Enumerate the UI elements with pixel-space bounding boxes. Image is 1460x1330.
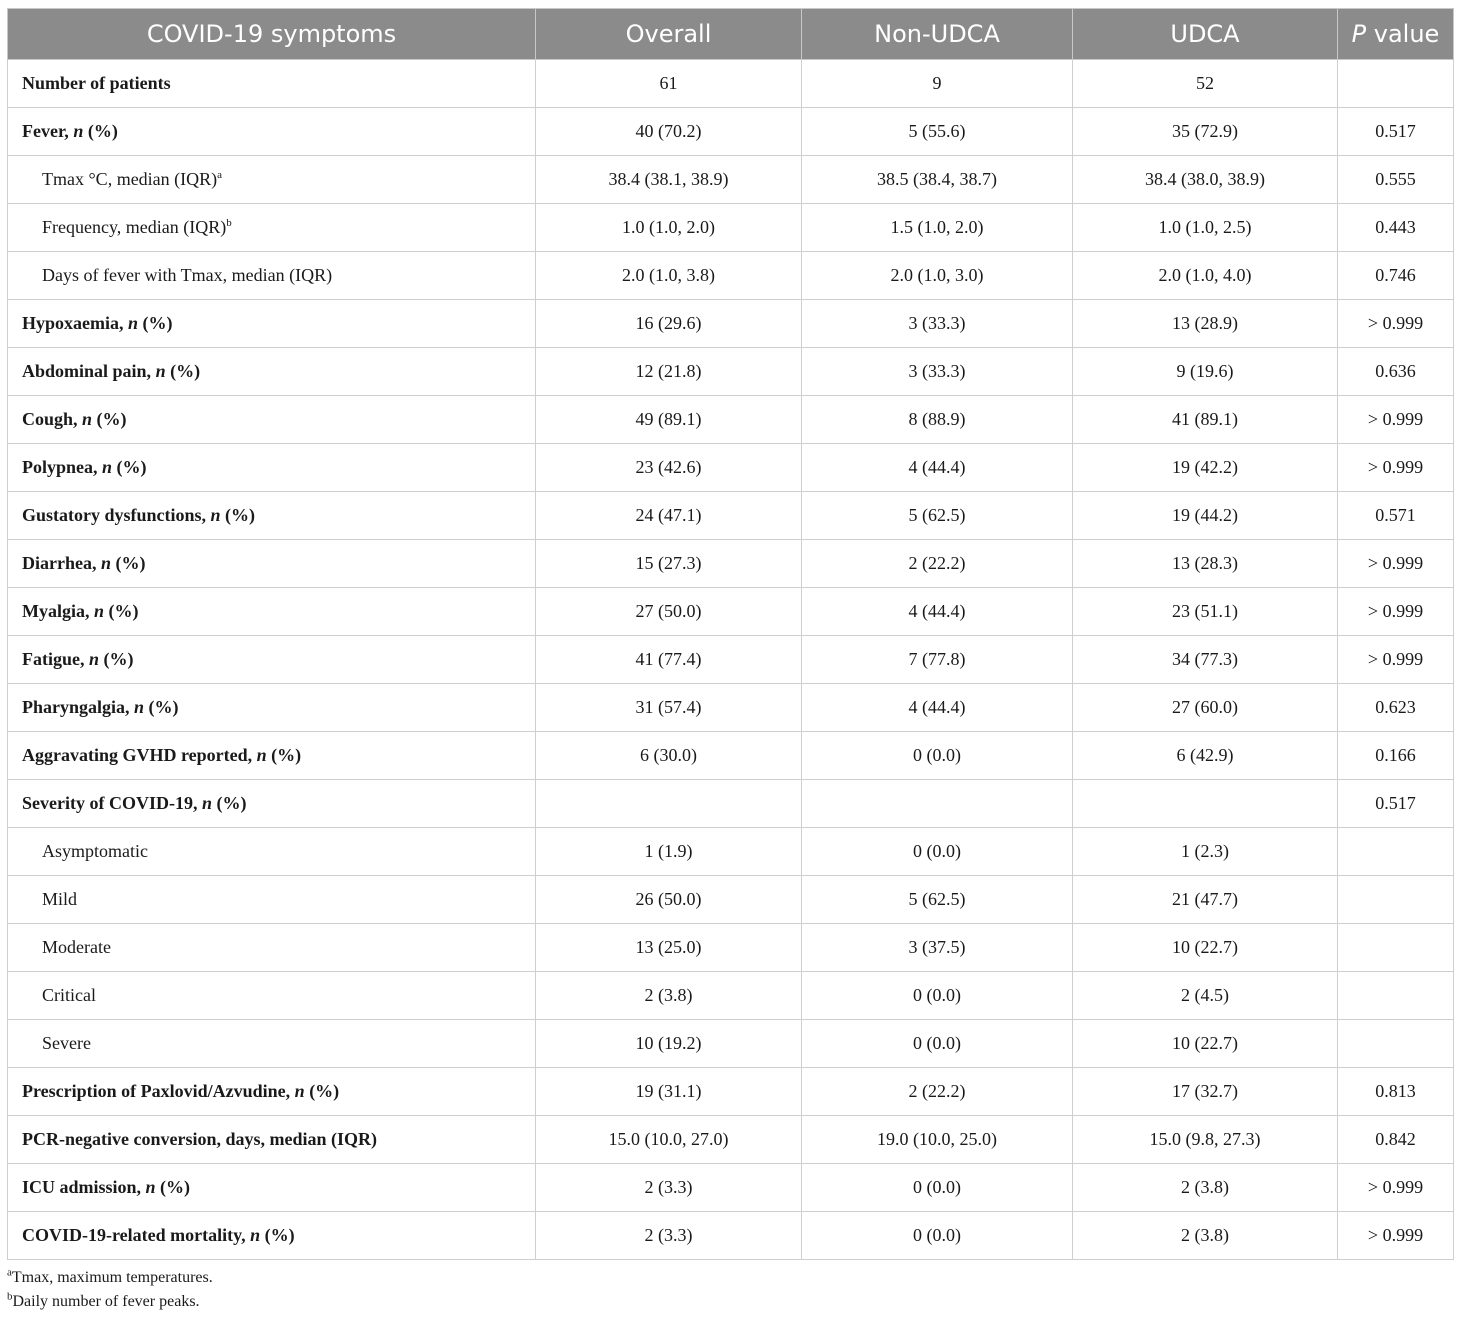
row-label-cell xyxy=(8,252,536,300)
row-label xyxy=(22,1225,295,1245)
cell-non-udca: 2.0 (1.0, 3.0) xyxy=(802,252,1073,300)
cell-non-udca: 9 xyxy=(802,60,1073,108)
row-label xyxy=(42,217,232,237)
row-label xyxy=(22,457,147,477)
row-label xyxy=(42,841,148,861)
cell-non-udca: 3 (33.3) xyxy=(802,300,1073,348)
footnote-b-text: Daily number of fever peaks. xyxy=(12,1293,200,1310)
row-label-text: COVID-19-related mortality, xyxy=(22,1225,251,1245)
cell-overall: 31 (57.4) xyxy=(536,684,802,732)
row-label xyxy=(22,73,171,93)
table-row xyxy=(8,108,1454,156)
cell-udca: 17 (32.7) xyxy=(1073,1068,1338,1116)
row-label-text: Fatigue, xyxy=(22,649,89,669)
row-label-n: n xyxy=(102,457,113,477)
cell-non-udca: 0 (0.0) xyxy=(802,972,1073,1020)
cell-non-udca: 3 (33.3) xyxy=(802,348,1073,396)
cell-udca: 6 (42.9) xyxy=(1073,732,1338,780)
row-label-cell xyxy=(8,636,536,684)
row-label-cell xyxy=(8,780,536,828)
cell-p: 0.166 xyxy=(1338,732,1454,780)
cell-non-udca: 19.0 (10.0, 25.0) xyxy=(802,1116,1073,1164)
cell-udca: 35 (72.9) xyxy=(1073,108,1338,156)
cell-overall: 61 xyxy=(536,60,802,108)
row-label-cell xyxy=(8,588,536,636)
row-label xyxy=(22,745,301,765)
cell-udca: 1 (2.3) xyxy=(1073,828,1338,876)
cell-udca: 2.0 (1.0, 4.0) xyxy=(1073,252,1338,300)
row-label-suffix: (%) xyxy=(99,649,134,669)
cell-udca: 2 (3.8) xyxy=(1073,1164,1338,1212)
row-label xyxy=(22,121,118,141)
row-label-suffix: (%) xyxy=(144,697,179,717)
table-row xyxy=(8,492,1454,540)
header-covid-symptoms: COVID-19 symptoms xyxy=(8,9,536,60)
cell-non-udca: 3 (37.5) xyxy=(802,924,1073,972)
table-row xyxy=(8,348,1454,396)
table-row xyxy=(8,1068,1454,1116)
row-label-text: ICU admission, xyxy=(22,1177,146,1197)
header-non-udca: Non-UDCA xyxy=(802,9,1073,60)
header-overall: Overall xyxy=(536,9,802,60)
cell-overall: 24 (47.1) xyxy=(536,492,802,540)
covid-symptoms-table xyxy=(7,8,1454,1260)
row-label-footnote-mark: b xyxy=(226,217,232,229)
header-p-italic: P xyxy=(1351,20,1367,48)
row-label-text: Prescription of Paxlovid/Azvudine, xyxy=(22,1081,295,1101)
row-label xyxy=(22,505,255,525)
footnote-a-text: Tmax, maximum temperatures. xyxy=(11,1269,213,1286)
table-footnotes xyxy=(7,1266,1453,1314)
cell-overall: 15 (27.3) xyxy=(536,540,802,588)
row-label-n: n xyxy=(294,1081,305,1101)
cell-p: 0.623 xyxy=(1338,684,1454,732)
row-label xyxy=(42,265,332,285)
table-row xyxy=(8,1020,1454,1068)
row-label-cell xyxy=(8,396,536,444)
row-label-suffix: (%) xyxy=(104,601,139,621)
row-label-cell xyxy=(8,60,536,108)
cell-non-udca: 2 (22.2) xyxy=(802,1068,1073,1116)
row-label-suffix: (%) xyxy=(83,121,118,141)
row-label-cell xyxy=(8,1116,536,1164)
cell-non-udca: 38.5 (38.4, 38.7) xyxy=(802,156,1073,204)
row-label xyxy=(42,169,222,189)
row-label-text: Moderate xyxy=(42,937,111,957)
cell-p: 0.813 xyxy=(1338,1068,1454,1116)
row-label-n: n xyxy=(210,505,221,525)
cell-udca: 13 (28.9) xyxy=(1073,300,1338,348)
row-label-n: n xyxy=(89,649,100,669)
table-header-row xyxy=(8,9,1454,60)
cell-overall: 12 (21.8) xyxy=(536,348,802,396)
results-table-container xyxy=(7,8,1453,1314)
row-label xyxy=(22,1129,377,1149)
cell-overall: 26 (50.0) xyxy=(536,876,802,924)
row-label-cell xyxy=(8,492,536,540)
row-label xyxy=(22,409,127,429)
row-label xyxy=(22,553,146,573)
row-label-text: Diarrhea, xyxy=(22,553,101,573)
cell-overall: 38.4 (38.1, 38.9) xyxy=(536,156,802,204)
table-row xyxy=(8,732,1454,780)
row-label-text: Aggravating GVHD reported, xyxy=(22,745,257,765)
cell-overall: 16 (29.6) xyxy=(536,300,802,348)
row-label-text: PCR-negative conversion, days, median (IQR) xyxy=(22,1129,377,1149)
row-label-cell xyxy=(8,732,536,780)
row-label-suffix: (%) xyxy=(111,553,146,573)
cell-p: 0.571 xyxy=(1338,492,1454,540)
row-label-footnote-mark: a xyxy=(217,169,223,181)
row-label-n: n xyxy=(201,793,212,813)
cell-non-udca: 0 (0.0) xyxy=(802,828,1073,876)
row-label-n: n xyxy=(94,601,105,621)
cell-udca xyxy=(1073,780,1338,828)
cell-overall: 2 (3.3) xyxy=(536,1212,802,1260)
table-row xyxy=(8,684,1454,732)
cell-udca: 27 (60.0) xyxy=(1073,684,1338,732)
row-label-cell xyxy=(8,876,536,924)
row-label-cell xyxy=(8,348,536,396)
cell-non-udca xyxy=(802,780,1073,828)
cell-non-udca: 5 (62.5) xyxy=(802,876,1073,924)
row-label-text: Abdominal pain, xyxy=(22,361,156,381)
cell-udca: 9 (19.6) xyxy=(1073,348,1338,396)
row-label-cell xyxy=(8,1212,536,1260)
row-label-n: n xyxy=(100,553,111,573)
cell-udca: 10 (22.7) xyxy=(1073,924,1338,972)
cell-overall: 1.0 (1.0, 2.0) xyxy=(536,204,802,252)
header-p-rest: value xyxy=(1366,20,1440,48)
row-label-text: Polypnea, xyxy=(22,457,103,477)
row-label-text: Myalgia, xyxy=(22,601,94,621)
cell-p xyxy=(1338,972,1454,1020)
row-label-suffix: (%) xyxy=(138,313,173,333)
row-label-n: n xyxy=(145,1177,156,1197)
cell-non-udca: 8 (88.9) xyxy=(802,396,1073,444)
row-label-n: n xyxy=(155,361,166,381)
table-row xyxy=(8,156,1454,204)
footnote-a xyxy=(7,1266,1453,1290)
row-label xyxy=(22,1081,339,1101)
cell-overall: 2 (3.3) xyxy=(536,1164,802,1212)
footnote-b xyxy=(7,1290,1453,1314)
cell-p xyxy=(1338,876,1454,924)
cell-p: > 0.999 xyxy=(1338,444,1454,492)
row-label-text: Frequency, median (IQR) xyxy=(42,217,227,237)
table-row xyxy=(8,252,1454,300)
cell-overall: 27 (50.0) xyxy=(536,588,802,636)
row-label xyxy=(22,649,134,669)
cell-p: > 0.999 xyxy=(1338,1164,1454,1212)
row-label-cell xyxy=(8,444,536,492)
row-label-cell xyxy=(8,924,536,972)
row-label-suffix: (%) xyxy=(266,745,302,765)
cell-non-udca: 0 (0.0) xyxy=(802,1212,1073,1260)
row-label xyxy=(22,361,200,381)
row-label-suffix: (%) xyxy=(112,457,147,477)
row-label-cell xyxy=(8,156,536,204)
table-row xyxy=(8,876,1454,924)
cell-udca: 13 (28.3) xyxy=(1073,540,1338,588)
row-label-text: Tmax °C, median (IQR) xyxy=(42,169,218,189)
footnote-a-mark: a xyxy=(7,1266,12,1279)
row-label xyxy=(22,1177,190,1197)
header-p-value xyxy=(1338,9,1454,60)
cell-non-udca: 4 (44.4) xyxy=(802,444,1073,492)
table-row xyxy=(8,1164,1454,1212)
table-row xyxy=(8,300,1454,348)
cell-overall: 41 (77.4) xyxy=(536,636,802,684)
cell-p: 0.517 xyxy=(1338,780,1454,828)
cell-p xyxy=(1338,1020,1454,1068)
cell-overall: 10 (19.2) xyxy=(536,1020,802,1068)
row-label-suffix: (%) xyxy=(155,1177,191,1197)
table-row xyxy=(8,396,1454,444)
row-label xyxy=(22,793,246,813)
row-label xyxy=(42,937,111,957)
row-label-n: n xyxy=(128,313,139,333)
cell-p: 0.555 xyxy=(1338,156,1454,204)
row-label-suffix: (%) xyxy=(220,505,256,525)
cell-non-udca: 5 (55.6) xyxy=(802,108,1073,156)
cell-udca: 23 (51.1) xyxy=(1073,588,1338,636)
cell-overall: 2.0 (1.0, 3.8) xyxy=(536,252,802,300)
row-label-n: n xyxy=(256,745,267,765)
row-label-text: Severity of COVID-19, xyxy=(22,793,202,813)
cell-overall: 13 (25.0) xyxy=(536,924,802,972)
row-label-text: Asymptomatic xyxy=(42,841,148,861)
cell-p: > 0.999 xyxy=(1338,588,1454,636)
cell-non-udca: 7 (77.8) xyxy=(802,636,1073,684)
cell-non-udca: 0 (0.0) xyxy=(802,1164,1073,1212)
cell-non-udca: 2 (22.2) xyxy=(802,540,1073,588)
row-label xyxy=(42,889,77,909)
row-label-text: Number of patients xyxy=(22,73,171,93)
header-udca: UDCA xyxy=(1073,9,1338,60)
row-label-text: Days of fever with Tmax, median (IQR) xyxy=(42,265,333,285)
row-label-text: Cough, xyxy=(22,409,83,429)
row-label-suffix: (%) xyxy=(211,793,247,813)
cell-udca: 38.4 (38.0, 38.9) xyxy=(1073,156,1338,204)
cell-p xyxy=(1338,60,1454,108)
footnote-b-mark: b xyxy=(7,1290,13,1303)
cell-udca: 1.0 (1.0, 2.5) xyxy=(1073,204,1338,252)
row-label-text: Mild xyxy=(42,889,78,909)
cell-overall: 19 (31.1) xyxy=(536,1068,802,1116)
cell-overall: 1 (1.9) xyxy=(536,828,802,876)
row-label-text: Hypoxaemia, xyxy=(22,313,128,333)
table-row xyxy=(8,204,1454,252)
table-row xyxy=(8,444,1454,492)
cell-overall xyxy=(536,780,802,828)
cell-non-udca: 0 (0.0) xyxy=(802,1020,1073,1068)
row-label-text: Critical xyxy=(42,985,96,1005)
cell-p: 0.443 xyxy=(1338,204,1454,252)
row-label-n: n xyxy=(73,121,84,141)
row-label-cell xyxy=(8,972,536,1020)
cell-udca: 41 (89.1) xyxy=(1073,396,1338,444)
cell-p: > 0.999 xyxy=(1338,396,1454,444)
cell-non-udca: 5 (62.5) xyxy=(802,492,1073,540)
cell-non-udca: 4 (44.4) xyxy=(802,684,1073,732)
table-row xyxy=(8,924,1454,972)
cell-non-udca: 4 (44.4) xyxy=(802,588,1073,636)
cell-p: > 0.999 xyxy=(1338,300,1454,348)
cell-overall: 49 (89.1) xyxy=(536,396,802,444)
cell-overall: 2 (3.8) xyxy=(536,972,802,1020)
cell-udca: 15.0 (9.8, 27.3) xyxy=(1073,1116,1338,1164)
cell-p: > 0.999 xyxy=(1338,636,1454,684)
row-label-n: n xyxy=(250,1225,261,1245)
table-row xyxy=(8,780,1454,828)
row-label-text: Severe xyxy=(42,1033,91,1053)
row-label xyxy=(42,985,96,1005)
cell-udca: 2 (3.8) xyxy=(1073,1212,1338,1260)
row-label-cell xyxy=(8,1164,536,1212)
row-label-cell xyxy=(8,300,536,348)
table-row xyxy=(8,60,1454,108)
cell-overall: 40 (70.2) xyxy=(536,108,802,156)
cell-non-udca: 1.5 (1.0, 2.0) xyxy=(802,204,1073,252)
row-label-suffix: (%) xyxy=(260,1225,295,1245)
cell-overall: 6 (30.0) xyxy=(536,732,802,780)
cell-non-udca: 0 (0.0) xyxy=(802,732,1073,780)
cell-p: 0.746 xyxy=(1338,252,1454,300)
cell-overall: 23 (42.6) xyxy=(536,444,802,492)
table-row xyxy=(8,828,1454,876)
row-label-text: Pharyngalgia, xyxy=(22,697,135,717)
table-row xyxy=(8,1116,1454,1164)
row-label-cell xyxy=(8,1068,536,1116)
row-label-n: n xyxy=(82,409,93,429)
cell-p: 0.842 xyxy=(1338,1116,1454,1164)
table-row xyxy=(8,972,1454,1020)
cell-udca: 2 (4.5) xyxy=(1073,972,1338,1020)
cell-udca: 21 (47.7) xyxy=(1073,876,1338,924)
cell-overall: 15.0 (10.0, 27.0) xyxy=(536,1116,802,1164)
row-label-text: Fever, xyxy=(22,121,74,141)
row-label-cell xyxy=(8,828,536,876)
row-label xyxy=(22,697,179,717)
row-label-cell xyxy=(8,684,536,732)
row-label xyxy=(42,1033,91,1053)
row-label-text: Gustatory dysfunctions, xyxy=(22,505,211,525)
cell-udca: 19 (42.2) xyxy=(1073,444,1338,492)
row-label-cell xyxy=(8,204,536,252)
row-label xyxy=(22,601,139,621)
cell-p: > 0.999 xyxy=(1338,540,1454,588)
cell-p: 0.636 xyxy=(1338,348,1454,396)
cell-p: 0.517 xyxy=(1338,108,1454,156)
row-label-suffix: (%) xyxy=(92,409,127,429)
cell-p xyxy=(1338,924,1454,972)
cell-udca: 34 (77.3) xyxy=(1073,636,1338,684)
row-label-cell xyxy=(8,540,536,588)
table-row xyxy=(8,540,1454,588)
cell-udca: 10 (22.7) xyxy=(1073,1020,1338,1068)
cell-p: > 0.999 xyxy=(1338,1212,1454,1260)
row-label-cell xyxy=(8,108,536,156)
row-label-suffix: (%) xyxy=(165,361,201,381)
cell-p xyxy=(1338,828,1454,876)
table-row xyxy=(8,1212,1454,1260)
cell-udca: 19 (44.2) xyxy=(1073,492,1338,540)
row-label-suffix: (%) xyxy=(304,1081,340,1101)
row-label xyxy=(22,313,173,333)
row-label-cell xyxy=(8,1020,536,1068)
table-row xyxy=(8,588,1454,636)
cell-udca: 52 xyxy=(1073,60,1338,108)
row-label-n: n xyxy=(134,697,145,717)
table-row xyxy=(8,636,1454,684)
